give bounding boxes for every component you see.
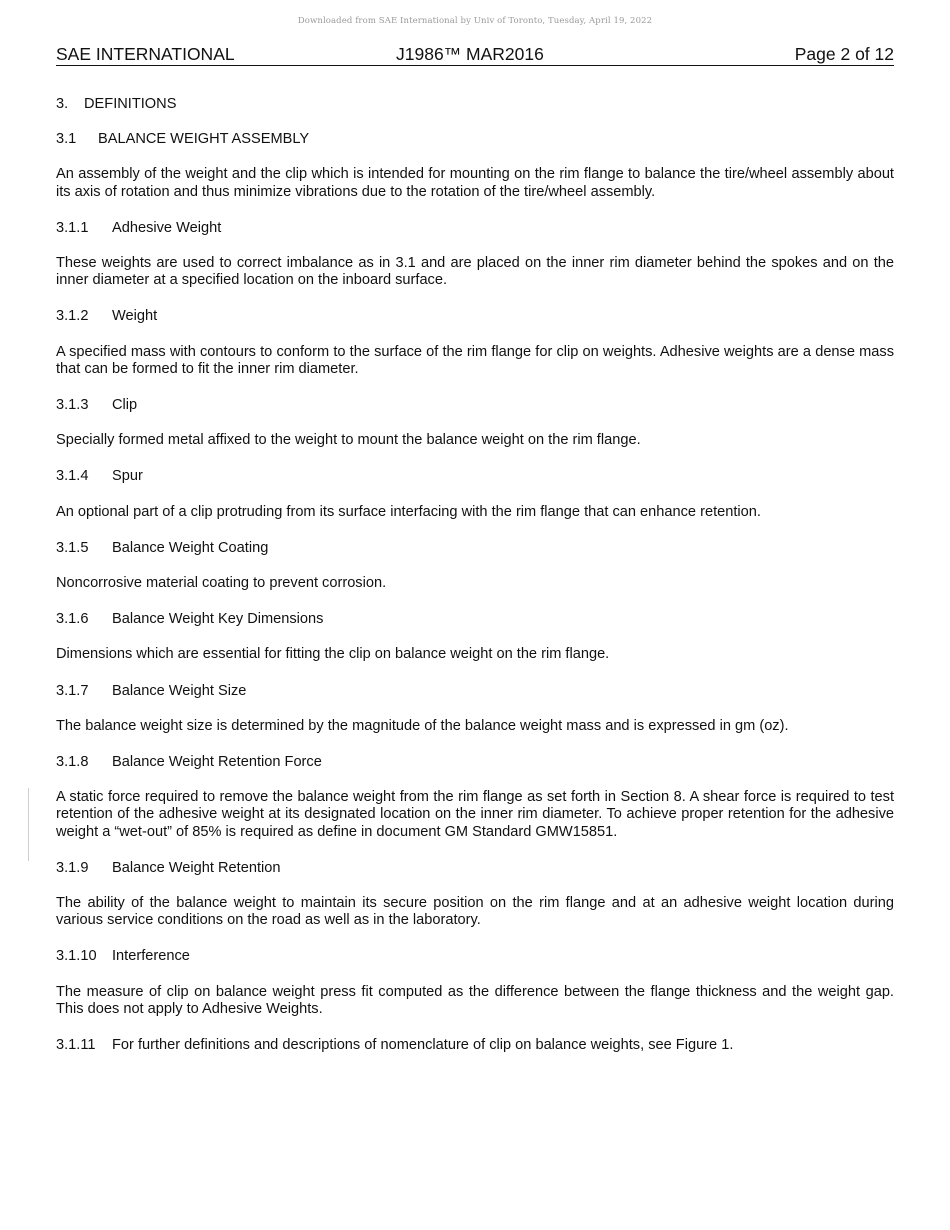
- definition-heading: [56, 540, 894, 557]
- definition-text: Specially formed metal affixed to the weight to mount the balance weight on the rim flange.: [56, 432, 641, 449]
- section-heading: [56, 96, 894, 113]
- section-title: DEFINITIONS: [84, 96, 177, 112]
- header-doc-number: J1986™ MAR2016: [396, 44, 544, 64]
- definition-text: Noncorrosive material coating to prevent corrosion.: [56, 575, 387, 592]
- final-item-text: For further definitions and descriptions of nomenclature of clip on balance weights, see Figure 1.: [112, 1037, 734, 1054]
- definition-title: Balance Weight Key Dimensions: [112, 611, 324, 628]
- definitions-list: [56, 220, 894, 1018]
- subsection-number: 3.1: [56, 131, 77, 148]
- definition-number: 3.1.6: [56, 611, 89, 628]
- revision-bar: [28, 788, 29, 861]
- definition-heading: [56, 948, 894, 965]
- header-org: SAE INTERNATIONAL: [56, 44, 235, 64]
- definition-text: The measure of clip on balance weight press fit computed as the difference between the flange thickness and the weight gap. This does not apply to Adhesive Weights.: [56, 983, 894, 1017]
- definition-heading: [56, 860, 894, 877]
- definition-heading: [56, 611, 894, 628]
- subsection-text: An assembly of the weight and the clip which is intended for mounting on the rim flange to balance the tire/wheel assembly about its axis of rotation and thus minimize vibrations due to the rotation of the tire/wheel assembly.: [56, 166, 894, 200]
- definition-number: 3.1.5: [56, 539, 89, 556]
- definition-title: Balance Weight Size: [112, 682, 247, 699]
- definition-number: 3.1.8: [56, 754, 89, 771]
- download-notice: Downloaded from SAE International by Univ of Toronto, Tuesday, April 19, 2022: [297, 16, 653, 26]
- section-number: 3.: [56, 96, 69, 112]
- header-page-number: Page 2 of 12: [794, 44, 894, 64]
- definition-title: Interference: [112, 948, 190, 965]
- definition-number: 3.1.1: [56, 219, 89, 236]
- definition-number: 3.1.3: [56, 397, 89, 414]
- definition-heading: [56, 754, 894, 771]
- definition-number: 3.1.10: [56, 948, 97, 965]
- definition-text: The balance weight size is determined by the magnitude of the balance weight mass and is expressed in gm (oz).: [56, 717, 789, 734]
- page-header: [56, 43, 894, 66]
- definition-text: A specified mass with contours to conform to the surface of the rim flange for clip on weights. Adhesive weights are a dense mass that can be formed to fit the inner rim diameter.: [56, 343, 894, 377]
- definition-heading: [56, 468, 894, 485]
- definition-text: A static force required to remove the balance weight from the rim flange as set forth in Section 8. A shear force is required to test retention of the adhesive weight at its designated location on the inner rim diameter. To achieve proper retention for the adhesive weight a “wet-out” of 85% is required as define in document GM Standard GMW15851.: [56, 789, 894, 840]
- final-item: [56, 1037, 894, 1054]
- document-body: [56, 96, 894, 1072]
- definition-title: Balance Weight Coating: [112, 539, 269, 556]
- definition-title: Adhesive Weight: [112, 219, 222, 236]
- definition-heading: [56, 397, 894, 414]
- definition-heading: [56, 308, 894, 325]
- definition-number: 3.1.2: [56, 308, 89, 325]
- definition-number: 3.1.4: [56, 468, 89, 485]
- definition-title: Weight: [112, 308, 158, 325]
- definition-heading: [56, 220, 894, 237]
- final-item-number: 3.1.11: [56, 1037, 96, 1054]
- definition-heading: [56, 683, 894, 700]
- definition-title: Spur: [112, 468, 143, 485]
- definition-text: Dimensions which are essential for fitting the clip on balance weight on the rim flange.: [56, 646, 610, 663]
- definition-title: Balance Weight Retention: [112, 859, 281, 876]
- subsection-title: BALANCE WEIGHT ASSEMBLY: [98, 131, 310, 148]
- definition-text: These weights are used to correct imbalance as in 3.1 and are placed on the inner rim diameter behind the spokes and on the inner diameter at a specified location on the inboard surface.: [56, 255, 894, 289]
- definition-title: Balance Weight Retention Force: [112, 754, 322, 771]
- definition-text: The ability of the balance weight to maintain its secure position on the rim flange and at an adhesive weight location during various service conditions on the road as well as in the laboratory.: [56, 895, 894, 929]
- definition-number: 3.1.7: [56, 682, 89, 699]
- definition-title: Clip: [112, 397, 138, 414]
- subsection-heading: [56, 131, 894, 148]
- definition-text: An optional part of a clip protruding from its surface interfacing with the rim flange that can enhance retention.: [56, 503, 761, 520]
- definition-number: 3.1.9: [56, 859, 89, 876]
